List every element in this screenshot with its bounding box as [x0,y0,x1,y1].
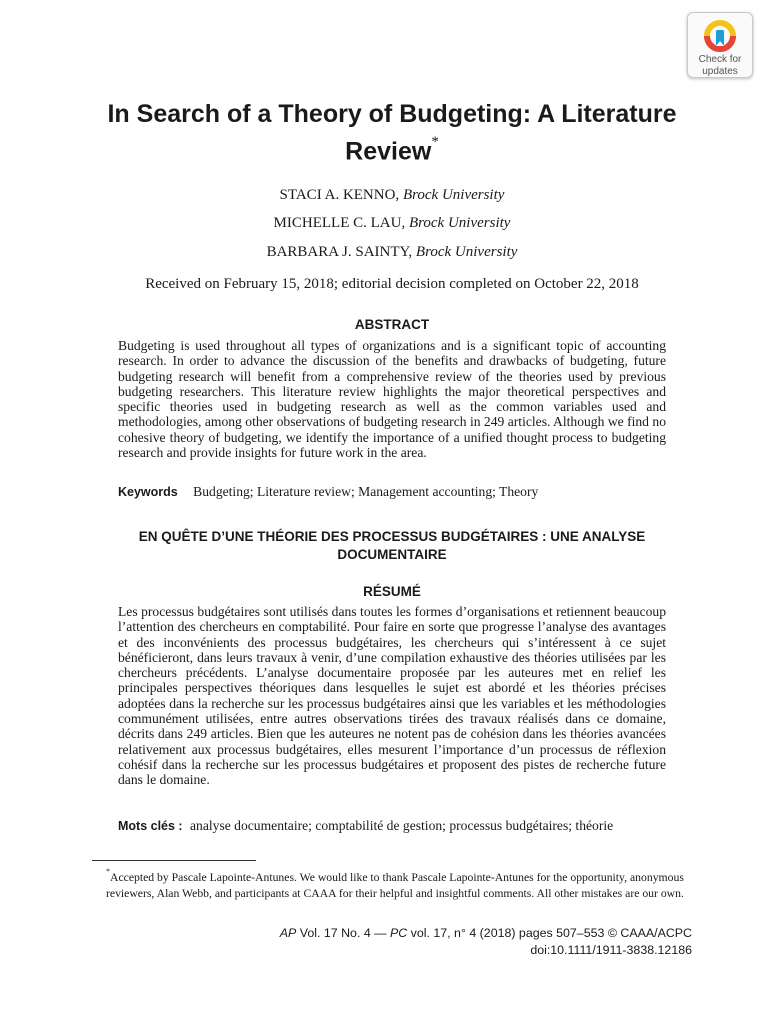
author-name: STACI A. KENNO, [279,187,400,203]
check-for-updates-icon [703,19,737,53]
citation-volume-en: Vol. 17 No. 4 — [296,926,390,940]
author-name: MICHELLE C. LAU, [273,215,406,231]
author-3 [60,243,724,261]
received-dates: Received on February 15, 2018; editorial decision completed on October 22, 2018 [145,276,639,292]
doi[interactable]: doi:10.1111/1911-3838.12186 [530,943,692,957]
author-2 [60,214,724,232]
abstract-heading: ABSTRACT [354,317,430,332]
journal-abbrev-fr: PC [390,926,408,940]
author-affiliation: Brock University [402,187,505,203]
author-name: BARBARA J. SAINTY, [266,244,413,260]
author-affiliation: Brock University [408,215,511,231]
resume-heading: RÉSUMÉ [363,584,421,599]
mots-cles-label: Mots clés : [118,819,183,833]
citation-volume-fr: vol. 17, n° 4 (2018) pages 507–553 © CAAA/ACPC [407,926,692,940]
article-title [60,98,724,167]
article-title-text: In Search of a Theory of Budgeting: A Literature Review [107,100,677,166]
journal-abbrev-en: AP [279,926,297,940]
check-for-updates-badge[interactable] [687,12,753,78]
keywords-line [118,484,678,500]
resume-body: Les processus budgétaires sont utilisés dans toutes les formes d’organisations et retiennent beaucoup l’attention des chercheurs en comptabilité. Pour faire en sorte que progresse l’analyse des avantages et des inconvénients des processus budgétaires, les chercheurs qui s’intéressent à ce sujet bénéficieront, dans leurs travaux à venir, d’une compilation exhaustive des théories utilisées par les chercheurs précédents. L’analyse documentaire proposée par les auteures met en relief les principales perspectives théoriques dans lesquelles le sujet est abordé et les théories précises adoptées dans la recherche sur les processus budgétaires ainsi que les variables et les méthodologies communément utilisées, entre autres observations tirées des travaux réalisés dans ce domaine, décrits dans 249 articles. Bien que les auteures ne notent pas de cohésion dans les théories avancées relativement aux processus budgétaires, elles mesurent l’importance d’un processus de réflexion cohésif dans la recherche sur les processus budgétaires et proposent des pistes de recherche future dans le domaine. [118,604,666,788]
author-affiliation: Brock University [415,244,518,260]
footnote [106,866,692,902]
keywords-list: Budgeting; Literature review; Management accounting; Theory [193,484,539,499]
badge-label-check-for: Check for [698,54,742,65]
citation-line [280,925,692,942]
mots-cles-list: analyse documentaire; comptabilité de gestion; processus budgétaires; théorie [190,818,614,833]
french-title: EN QUÊTE D’UNE THÉORIE DES PROCESSUS BUDGÉTAIRES : UNE ANALYSE DOCUMENTAIRE [138,529,646,562]
abstract-body: Budgeting is used throughout all types of organizations and is a significant topic of accounting research. In order to advance the discussion of the benefits and drawbacks of budgeting, future budgeting research will benefit from a comprehensive review of the theories used by previous budgeting researchers. This literature review highlights the major theoretical perspectives and specific theories used in budgeting research as well as the common variables used and methodologies, among other observations of budgeting research in 249 articles. Although we find no cohesive theory of budgeting, we identify the importance of a unified thought process to budgeting research and provide insights for future work in the area. [118,338,666,461]
author-1 [60,186,724,204]
journal-citation [280,925,692,959]
mots-cles-line [118,818,678,834]
badge-label-updates: updates [702,66,738,77]
footnote-mark: * [106,867,110,876]
title-footnote-mark[interactable]: * [431,134,439,150]
footnote-divider [92,860,256,861]
keywords-label: Keywords [118,485,178,499]
footnote-text: Accepted by Pascale Lapointe-Antunes. We would like to thank Pascale Lapointe-Antunes for the opportunity, anonymous reviewers, Alan Webb, and participants at CAAA for their helpful and insightful comments. All other mistakes are our own. [106,870,684,900]
